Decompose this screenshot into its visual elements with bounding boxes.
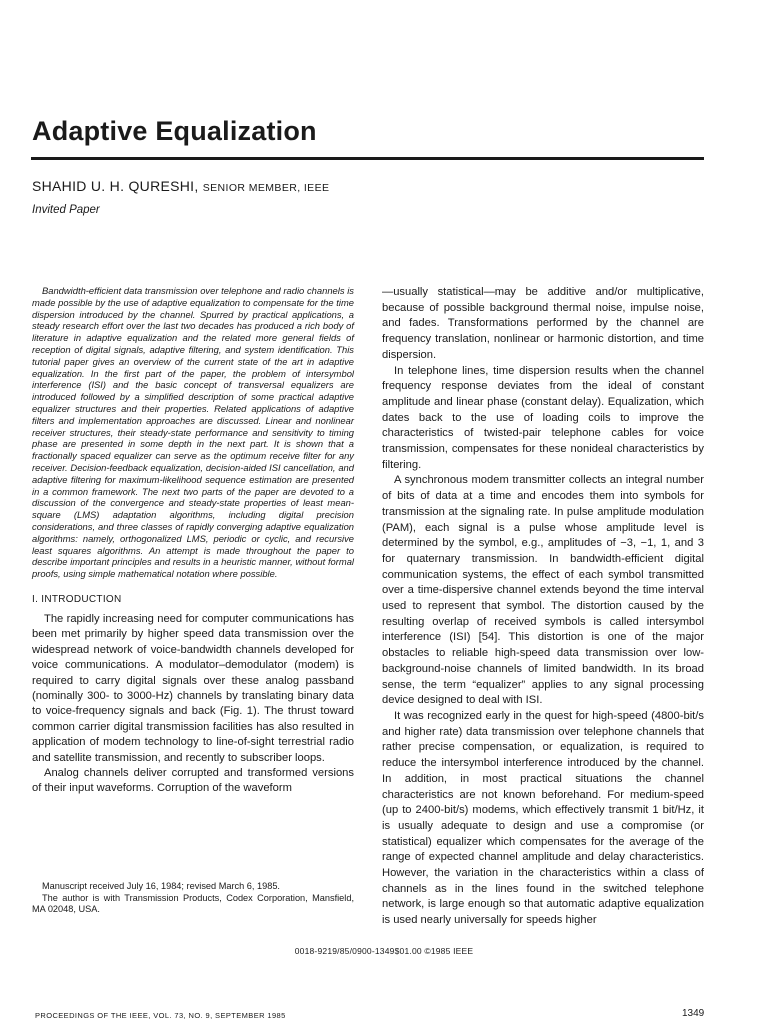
paper-title: Adaptive Equalization bbox=[32, 116, 317, 146]
footnote bbox=[32, 881, 354, 916]
paper-type: Invited Paper bbox=[32, 204, 100, 216]
author-line bbox=[32, 178, 329, 194]
journal-footer: PROCEEDINGS OF THE IEEE, VOL. 73, NO. 9, SEPTEMBER 1985 bbox=[35, 1011, 286, 1020]
body-paragraph: It was recognized early in the quest for high-speed (4800-bit/s and higher rate) data transmission over telephone channels that rather precise compensation, or equalization, is required to reduce the intersymbol interference introduced by the channel. In addition, in most practical situations the channel characteristics are not known beforehand. For medium-speed (up to 2400-bit/s) modems, which effectively transmit 1 bit/Hz, it is usually adequate to design and use a compromise (or statistical) equalizer which compensates for the average of the range of expected channel amplitude and delay characteristics. However, the variation in the characteristics within a class of channels as in the lines found in the switched telephone network, is large enough so that automatic adaptive equalization is used nearly universally for speeds higher bbox=[382, 709, 704, 927]
right-column bbox=[382, 285, 704, 929]
abstract: Bandwidth-efficient data transmission over telephone and radio channels is made possible by the use of adaptive equalization to compensate for the time dispersion introduced by the channel. Spurred by practical applications, a steady research effort over the last two decades has produced a rich body of literature in adaptive equalization and the related more general fields of reception of digital signals, adaptive filtering, and system identification. This tutorial paper gives an overview of the current state of the art in adaptive equalization. In the first part of the paper, the problem of intersymbol interference (ISI) and the basic concept of transversal equalizers are introduced followed by a simplified description of some practical adaptive equalizer structures and their properties. Related applications of adaptive filters and implementation approaches are discussed. Linear and nonlinear receiver structures, their steady-state performance and sensitivity to timing phase are presented in some depth in the next part. It is shown that a fractionally spaced equalizer can serve as the optimum receive filter for any receiver. Decision-feedback equalization, decision-aided ISI cancellation, and adaptive filtering for maximum-likelihood sequence estimation are presented in a common framework. The next two parts of the paper are devoted to a discussion of the convergence and steady-state properties of least mean-square (LMS) adaptation algorithms, including digital precision considerations, and three classes of rapidly converging adaptive equalization algorithms: namely, orthogonalized LMS, periodic or cyclic, and recursive least squares algorithms. An attempt is made throughout the paper to describe important principles and results in a heuristic manner, without formal proofs, using simple mathematical notation where possible. bbox=[32, 285, 354, 580]
left-column bbox=[32, 285, 354, 797]
footnote-affiliation: The author is with Transmission Products, Codex Corporation, Mansfield, MA 02048, USA. bbox=[32, 892, 354, 915]
page-number: 1349 bbox=[682, 1008, 705, 1019]
section-heading: I. INTRODUCTION bbox=[32, 593, 122, 605]
footnote-received: Manuscript received July 16, 1984; revised March 6, 1985. bbox=[42, 881, 280, 891]
author-membership: SENIOR MEMBER, IEEE bbox=[202, 182, 330, 194]
title-rule bbox=[31, 157, 704, 160]
author-name: SHAHID U. H. QURESHI, bbox=[32, 178, 199, 194]
body-paragraph: In telephone lines, time dispersion results when the channel frequency response deviates from the ideal of constant amplitude and linear phase (constant delay). Equalization, which dates back to the use of loading coils to improve the characteristics of twisted-pair telephone cables for voice transmission, compensates for these nonideal characteristics by filtering. bbox=[382, 364, 704, 471]
intro-paragraph: The rapidly increasing need for computer communications has been met primarily by higher speed data transmission over the widespread network of voice-bandwidth channels developed for voice communications. A modulator–demodulator (modem) is required to carry digital signals over these analog passband (nominally 300- to 3000-Hz) channels by translating binary data to voice-frequency signals and back (Fig. 1). The thrust toward common carrier digital transmission facilities has also resulted in application of modem technology to line-of-sight terrestrial radio and satellite transmission, and recently to subscriber loops. bbox=[32, 612, 354, 764]
copyright-line: 0018-9219/85/0900-1349$01.00 ©1985 IEEE bbox=[294, 946, 474, 956]
body-paragraph: A synchronous modem transmitter collects an integral number of bits of data at a time and encodes them into symbols for transmission at the signaling rate. In pulse amplitude modulation (PAM), each signal is a pulse whose amplitude level is determined by the symbol, e.g., amplitudes of −3, −1, 1, and 3 for quaternary transmission. In bandwidth-efficient digital communication systems, the effect of each symbol transmitted over a time-dispersive channel extends beyond the time interval used to represent that symbol. The distortion caused by the resulting overlap of received symbols is called intersymbol interference (ISI) [54]. This distortion is one of the major obstacles to reliable high-speed data transmission over low-background-noise channels of limited bandwidth. In its broad sense, the term “equalizer” applies to any signal processing device designed to deal with ISI. bbox=[382, 474, 704, 707]
intro-paragraph: Analog channels deliver corrupted and transformed versions of their input waveforms. Corruption of the waveform bbox=[32, 766, 354, 795]
body-paragraph: —usually statistical—may be additive and/or multiplicative, because of possible background thermal noise, impulse noise, and fades. Transformations performed by the channel are frequency translation, nonlinear or harmonic distortion, and time dispersion. bbox=[382, 286, 704, 361]
